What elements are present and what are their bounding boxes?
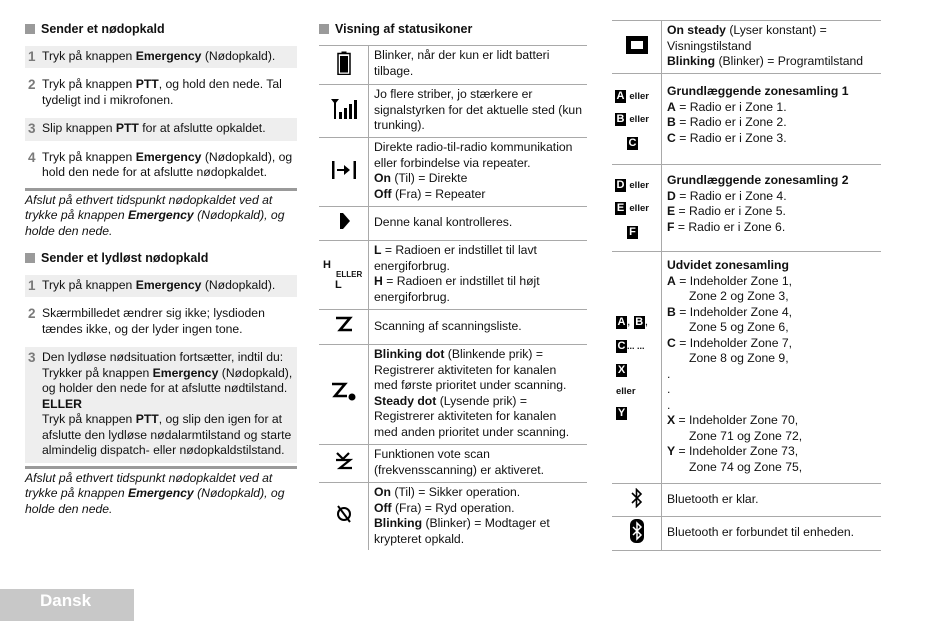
step-number: 3 <box>28 121 36 136</box>
status-desc: On (Til) = Sikker operation. Off (Fra) = Ryd operation. Blinking (Blinker) = Modtager et krypteret opkald. <box>374 485 550 546</box>
section-square-icon <box>25 253 35 263</box>
status-desc: On steady (Lyser konstant) = Visningstilstand Blinking (Blinker) = Programtilstand <box>662 21 882 74</box>
step-2 <box>25 74 297 112</box>
step-number: 1 <box>28 277 36 293</box>
status-row <box>319 46 587 85</box>
status-desc: Blinker, når der kun er lidt batteri tilbage. <box>369 46 588 85</box>
language-label: Dansk <box>40 591 92 610</box>
step-text: Tryk på knappen Emergency (Nødopkald). <box>42 277 276 292</box>
step-number: 3 <box>28 350 36 365</box>
scan-icon <box>319 310 369 345</box>
status-row <box>612 252 881 484</box>
zone-icons-def: D eller E eller F <box>612 165 662 252</box>
silent-step-1 <box>25 275 297 298</box>
status-row <box>612 21 881 74</box>
step-text: Tryk på knappen Emergency (Nødopkald). <box>42 48 276 63</box>
step-4 <box>25 147 297 185</box>
zone-a-icon: A <box>617 316 626 329</box>
secure-icon <box>319 483 369 551</box>
status-desc: Blinking dot (Blinkende prik) = Registrerer aktiviteten for kanalen med første prioritet under scanning. Steady dot (Lysende prik) = Registrerer aktiviteten for kanalen med anden prioritet under scanning. <box>369 345 588 445</box>
power-level-icon: H ELLER L <box>319 241 369 310</box>
monitor-icon <box>319 207 369 241</box>
zone-c-icon: C <box>628 136 637 149</box>
step-text: Tryk på knappen PTT, og hold den nede. Tal tydeligt ind i mikrofonen. <box>42 77 282 107</box>
step-number: 1 <box>28 48 36 64</box>
status-desc: Jo flere striber, jo stærkere er signalstyrken for det aktuelle sted (kun trunking). <box>369 85 588 138</box>
note-end-silent-emergency: Afslut på ethvert tidspunkt nødopkaldet ved at trykke på knappen Emergency (Nødopkald), og holde den nede. <box>25 466 297 518</box>
zone-icon-table <box>612 20 881 551</box>
status-desc: Denne kanal kontrolleres. <box>369 207 588 241</box>
zone-f-icon: F <box>627 226 638 239</box>
step-text: Den lydløse nødsituation fortsætter, indtil du: Trykker på knappen Emergency (Nødopkald), og holder den nede for at afslutte nødtilstand. ELLER Tryk på knappen PTT, og slip den igen for at afslutte den lydløse nødalarmtilstand og starte almindelig dispatch- eller nødopkaldstilstand. <box>42 350 293 457</box>
bluetooth-icon <box>612 484 662 517</box>
heading-text: Visning af statusikoner <box>335 22 473 36</box>
status-desc: Bluetooth er klar. <box>662 484 882 517</box>
zone-d-icon: D <box>616 178 625 191</box>
status-row <box>612 165 881 252</box>
programming-mode-icon <box>612 21 662 74</box>
zone-a-icon: A <box>616 89 625 102</box>
battery-icon <box>319 46 369 85</box>
step-text: Tryk på knappen Emergency (Nødopkald), og hold den nede for at afslutte nødopkaldet. <box>42 149 293 179</box>
status-row <box>319 241 587 310</box>
step-3 <box>25 118 297 141</box>
silent-step-2 <box>25 303 297 341</box>
status-row <box>612 484 881 517</box>
note-end-emergency: Afslut på ethvert tidspunkt nødopkaldet ved at trykke på knappen Emergency (Nødopkald), og holde den nede. <box>25 188 297 240</box>
zone-y-icon: Y <box>617 407 626 420</box>
status-desc: Grundlæggende zonesamling 1 A = Radio er i Zone 1. B = Radio er i Zone 2. C = Radio er i Zone 3. <box>662 74 882 165</box>
priority-scan-icon <box>319 345 369 445</box>
status-icon-table <box>319 45 587 550</box>
emergency-instructions <box>25 22 297 517</box>
section-square-icon <box>25 24 35 34</box>
status-row <box>319 85 587 138</box>
status-row <box>319 310 587 345</box>
zone-b-icon: B <box>616 113 625 126</box>
status-desc: Scanning af scanningsliste. <box>369 310 588 345</box>
section-square-icon <box>319 24 329 34</box>
zone-x-icon: X <box>617 364 626 377</box>
status-row <box>612 517 881 551</box>
status-row <box>612 74 881 165</box>
heading-text: Sender et lydløst nødopkald <box>41 251 209 265</box>
silent-step-3 <box>25 347 297 463</box>
status-desc: Funktionen vote scan (frekvensscanning) er aktiveret. <box>369 445 588 483</box>
step-text: Slip knappen PTT for at afslutte opkaldet. <box>42 121 266 135</box>
status-desc: Grundlæggende zonesamling 2 D = Radio er i Zone 4. E = Radio er i Zone 5. F = Radio er i Zone 6. <box>662 165 882 252</box>
step-number: 2 <box>28 77 36 92</box>
step-text: Skærmbilledet ændrer sig ikke; lysdioden tændes ikke, og der lyder ingen tone. <box>42 306 265 336</box>
vote-scan-icon <box>319 445 369 483</box>
heading-emergency-call <box>25 22 297 38</box>
zone-e-icon: E <box>616 202 625 215</box>
status-row <box>319 445 587 483</box>
signal-strength-icon <box>319 85 369 138</box>
status-row <box>319 345 587 445</box>
status-row <box>319 483 587 551</box>
step-1 <box>25 46 297 69</box>
heading-text: Sender et nødopkald <box>41 22 165 36</box>
heading-status-icons <box>319 22 472 38</box>
zone-c-icon: C <box>617 339 626 352</box>
language-tab <box>0 589 134 621</box>
zone-b-icon: B <box>635 316 644 329</box>
talkaround-icon <box>319 138 369 207</box>
status-desc: Bluetooth er forbundet til enheden. <box>662 517 882 551</box>
status-desc: Udvidet zonesamling A = Indeholder Zone 1, Zone 2 og Zone 3, B = Indeholder Zone 4, Zone 5 og Zone 6, C = Indeholder Zone 7, Zone 8 og Zone 9, . . . X = Indeholder Zone 70, Zone 71 og Zone 72, Y = Indeholder Zone 73, Zone 74 og Zone 75, <box>662 252 882 484</box>
heading-silent-emergency <box>25 251 297 267</box>
status-desc: L = Radioen er indstillet til lavt energiforbrug. H = Radioen er indstillet til højt energiforbrug. <box>369 241 588 310</box>
zone-icons-abc: A eller B eller C <box>612 74 662 165</box>
status-row <box>319 138 587 207</box>
step-number: 4 <box>28 149 36 165</box>
bluetooth-connected-icon <box>612 517 662 551</box>
zone-icons-extended: A , B , C ... ... X eller Y <box>612 252 662 484</box>
step-number: 2 <box>28 306 36 321</box>
status-desc: Direkte radio-til-radio kommunikation eller forbindelse via repeater. On (Til) = Direkte Off (Fra) = Repeater <box>369 138 588 207</box>
status-row <box>319 207 587 241</box>
